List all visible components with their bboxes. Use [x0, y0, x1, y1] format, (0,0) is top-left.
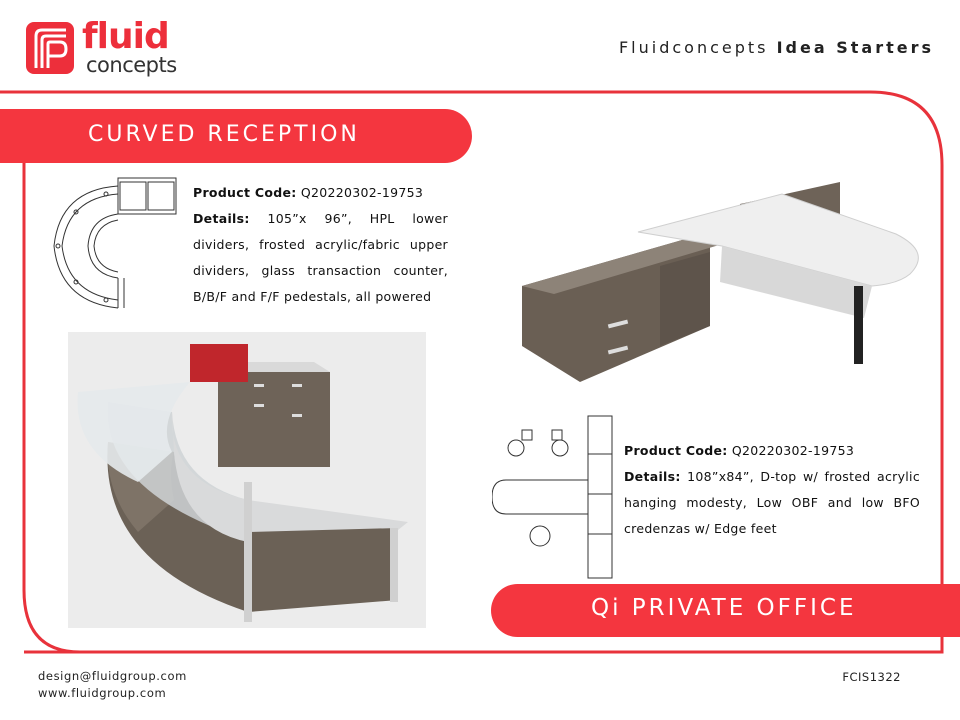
fluid-concepts-logo[interactable]	[26, 16, 186, 82]
logo-word-fluid: fluid	[82, 16, 169, 57]
page-title-bold: Idea Starters	[776, 38, 934, 57]
curved-reception-desk-render-image	[68, 332, 426, 628]
details-value: 108”x84”, D-top w/ frosted acrylic hanging modesty, Low OBF and low BFO credenzas w/ Edge feet	[624, 469, 920, 536]
details-label: Details:	[193, 211, 250, 226]
qi-private-office-banner	[491, 584, 960, 637]
footer-website-link[interactable]: www.fluidgroup.com	[38, 686, 167, 700]
logo-word-concepts: concepts	[86, 53, 177, 77]
curved-reception-banner-label: CURVED RECEPTION	[88, 122, 360, 147]
qi-private-office-banner-label: Qi PRIVATE OFFICE	[591, 595, 857, 621]
product-code-label: Product Code:	[193, 185, 297, 200]
details-label: Details:	[624, 469, 681, 484]
footer-contact	[38, 668, 187, 702]
curved-reception-banner	[0, 109, 472, 163]
qi-private-office-description	[624, 438, 920, 542]
page-title	[619, 38, 934, 57]
details-value: 105”x 96”, HPL lower dividers, frosted acrylic/fabric upper dividers, glass transaction counter, B/B/F and F/F pedestals, all powered	[193, 211, 448, 304]
footer-email-link[interactable]: design@fluidgroup.com	[38, 669, 187, 683]
product-code-label: Product Code:	[624, 443, 728, 458]
curved-reception-description	[193, 180, 448, 310]
footer-doc-code: FCIS1322	[842, 670, 901, 684]
logo-mark-icon	[26, 22, 74, 74]
product-code-value: Q20220302-19753	[731, 443, 855, 458]
product-code-value: Q20220302-19753	[300, 185, 424, 200]
qi-private-office-floor-plan-image	[492, 414, 618, 580]
curved-reception-floor-plan-image	[46, 174, 180, 316]
page-title-light: Fluidconcepts	[618, 38, 769, 57]
qi-private-office-render-image	[500, 176, 926, 414]
